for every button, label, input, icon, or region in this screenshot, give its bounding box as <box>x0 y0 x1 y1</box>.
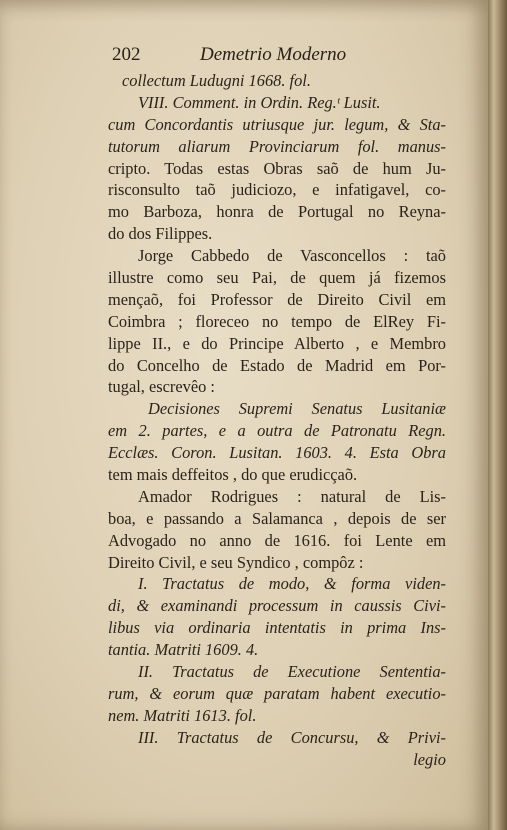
text-line: cripto. Todas estas Obras saõ de hum Ju- <box>108 158 446 178</box>
page-edge <box>488 0 507 830</box>
text-line: Advogado no anno de 1616. foi Lente em <box>108 530 446 550</box>
text-line: di, & examinandi processum in caussis Civi- <box>108 596 446 616</box>
text-line: cum Concordantis utriusque jur. legum, & Sta- <box>108 114 446 134</box>
text-line: tugal, escrevêo : <box>108 377 215 397</box>
text-line: III. Tractatus de Concursu, & Privi- <box>138 727 446 747</box>
catchword: legio <box>413 749 446 769</box>
text-line: tutorum aliarum Provinciarum fol. manus- <box>108 136 446 156</box>
text-line: collectum Ludugni 1668. fol. <box>122 71 311 90</box>
text-line: Amador Rodrigues : natural de Lis- <box>138 486 446 506</box>
text-line: Decisiones Supremi Senatus Lusitaniæ <box>148 399 446 419</box>
text-line: Jorge Cabbedo de Vasconcellos : taõ <box>138 246 446 266</box>
text-line: mençaõ, foi Professor de Direito Civil em <box>108 289 446 309</box>
text-line: mo Barboza, honra de Portugal no Reyna- <box>108 202 446 222</box>
text-line: risconsulto taõ judiciozo, e infatigavel, co- <box>108 180 446 200</box>
text-line: Coimbra ; floreceo no tempo de ElRey Fi- <box>108 311 446 331</box>
text-line: tantia. Matriti 1609. 4. <box>108 640 259 660</box>
text-line: Direito Civil, e seu Syndico , compôz : <box>108 552 364 572</box>
text-line: Ecclæs. Coron. Lusitan. 1603. 4. Esta Obra <box>108 443 446 463</box>
text-line: VIII. Comment. in Ordin. Reg.ᵗ Lusit. <box>138 92 381 112</box>
text-line: libus via ordinaria intentatis in prima Ins- <box>108 618 446 638</box>
text-line: boa, e passando a Salamanca , depois de ser <box>108 508 446 528</box>
text-line: do dos Filippes. <box>108 224 213 244</box>
text-line: I. Tractatus de modo, & forma viden- <box>138 574 446 594</box>
text-line: nem. Matriti 1613. fol. <box>108 705 257 725</box>
page-body <box>108 70 446 771</box>
text-line: II. Tractatus de Executione Sententia- <box>138 662 446 682</box>
page-header <box>112 44 432 68</box>
text-line: illustre como seu Pai, de quem já fizemos <box>108 268 446 288</box>
page-number: 202 <box>112 44 141 65</box>
text-line: lippe II., e do Principe Alberto , e Membro <box>108 333 446 353</box>
text-line: tem mais deffeitos , do que erudicçaõ. <box>108 465 358 485</box>
running-title: Demetrio Moderno <box>200 44 347 65</box>
text-line: do Concelho de Estado de Madrid em Por- <box>108 355 446 375</box>
text-line: em 2. partes, e a outra de Patronatu Regn. <box>108 421 446 441</box>
text-line: rum, & eorum quæ paratam habent executio- <box>108 683 446 703</box>
